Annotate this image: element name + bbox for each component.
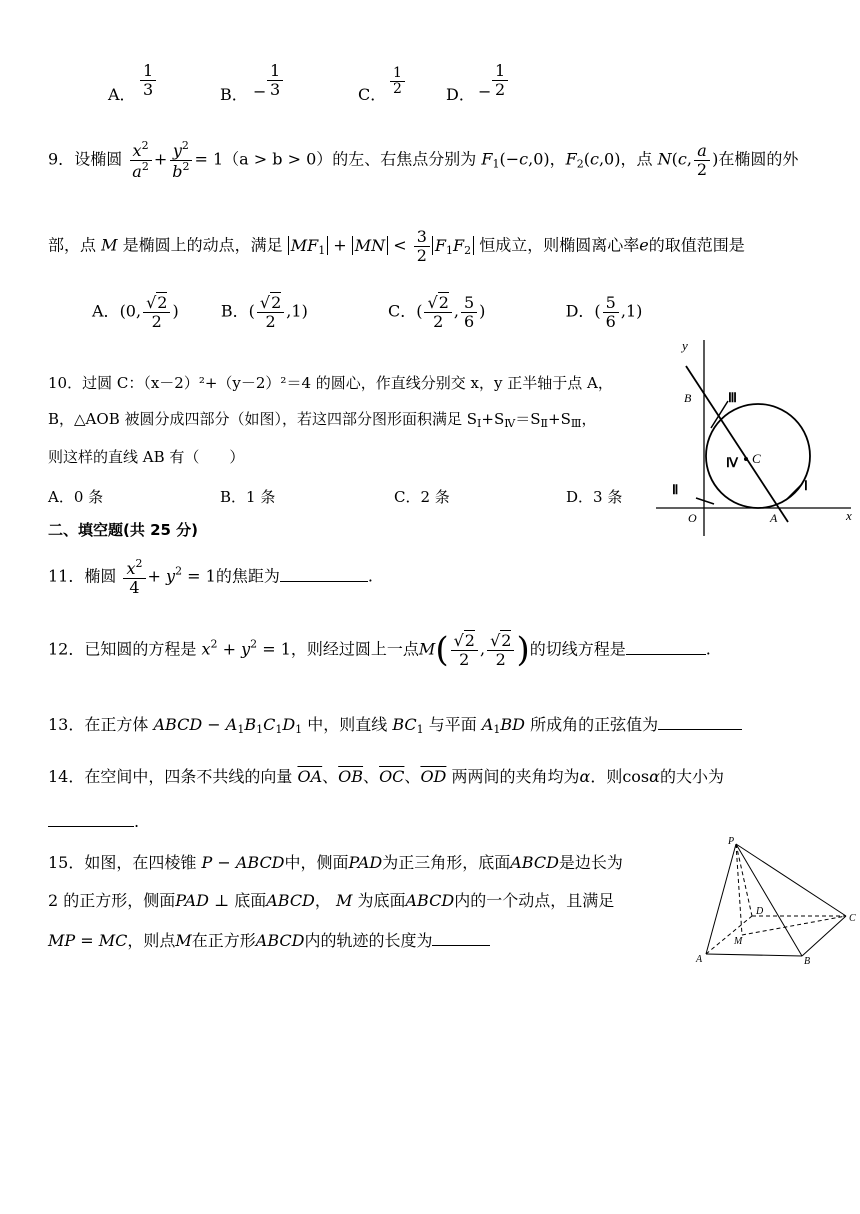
edge-ab [706,954,802,956]
label-c: C [752,451,761,466]
q12-m-x: $\frac{√2}{2}$ [451,632,478,668]
q8-option-a-value: $\frac{1}{3}$ [140,62,156,98]
q9-n-fraction: $\frac{a}{2}$ [694,142,710,178]
q15-number: 15． [48,853,85,872]
q9-three-halves: $\frac{3}{2}$ [414,228,430,264]
q9-text-a: 设椭圆 [74,149,123,169]
label-p: P [728,836,735,847]
q13-answer-blank[interactable] [658,715,742,730]
label-b: B [804,956,811,967]
q9-number: 9． [48,149,75,169]
q15-text-i: 内的一个动点，且满足 [454,891,615,910]
q9-option-c-value-1: $\frac{√2}{2}$ [424,294,451,330]
q10-line-2-b: +S [481,410,505,428]
edge-pm [736,844,742,935]
q8-option-d-label: D． [446,85,475,104]
q10-line-3: 则这样的直线 AB 有（ ） [48,448,245,466]
question-13: 13．在正方体 ABCD − $A_1B_1C_1D_1$ 中，则直线 $BC_1$ 与平面 $A_1BD$ 所成角的正弦值为 [48,712,742,736]
question-14-line-1: 14．在空间中，四条不共线的向量 $\overline{OA}$、$\overline{OB}$、$\overline{OC}$、$\overline{OD}$ 两两间的夹角均为α．则cosα的大小为 [48,767,724,786]
q15-answer-blank[interactable] [432,931,490,946]
q11-end: . [367,566,373,586]
q12-text-c: 的切线方程是 [529,639,626,659]
edge-ad [706,916,752,954]
line-ab [686,366,788,522]
q11-x-term: $\frac{x^2}{4}$ [123,558,145,596]
q9-text-g: 恒成立，则椭圆离心率 [479,235,640,255]
label-m: M [734,936,743,947]
edge-pb [736,844,802,956]
q10-line-2: B，△AOB 被圆分成四部分（如图），若这四部分图形面积满足 $S_Ⅰ+S_Ⅳ=S_Ⅱ+S_Ⅲ$， [48,410,597,430]
q15-text-k: 在正方形 [191,931,256,950]
label-a: A [770,511,778,525]
q9-text-c: ，点 [620,149,653,169]
section-heading: 二、填空题(共 25 分) [48,521,199,539]
marker-ii [696,498,714,504]
q9-option-a-value: $\frac{√2}{2}$ [143,294,170,330]
label-x: x [846,508,852,523]
q9-text-e: 部，点 [48,235,97,255]
q14-end: . [134,812,140,831]
q11-text-b: 的焦距为 [215,566,280,586]
question-14-line-2 [48,812,139,831]
q10-line-2-d: +S [548,410,571,428]
q9-text-h: 的取值范围是 [648,235,745,255]
q12-text-b: ，则经过圆上一点 [290,639,419,659]
label-iii: Ⅲ [728,390,737,405]
label-ii: Ⅱ [672,482,679,497]
q15-text-b: 中，侧面 [284,853,349,872]
edge-pc [736,844,846,916]
q8-option-b-value: $\frac{1}{3}$ [267,62,283,98]
q11-answer-blank[interactable] [280,567,368,582]
question-15-line-1: 15．如图，在四棱锥 P − ABCD中，侧面PAD为正三角形，底面ABCD是边长为 [48,853,623,872]
q15-text-h: 为底面 [357,891,406,910]
label-iv: Ⅳ [726,455,738,470]
q8-option-d-value: $\frac{1}{2}$ [492,62,508,98]
q9-text-f: 是椭圆上的动点，满足 [122,235,283,255]
label-o: O [688,511,697,525]
q12-m-y: $\frac{√2}{2}$ [487,632,514,668]
q14-sep-2: 、 [363,767,380,786]
q15-text-g: ， [314,891,331,910]
q14-sep-1: 、 [322,767,339,786]
q14-text-b: 两两间的夹角均为 [451,767,580,786]
question-12: 12．已知圆的方程是 $x^2 + y^2 = 1$，则经过圆上一点M( $\frac{√2}{2}$ , $\frac{√2}{2}$ )的切线方程是 . [48,630,711,671]
center-point [744,457,748,461]
q10-line-1: 10．过圆 C：（x－2）²+（y－2）²＝4 的圆心，作直线分别交 x，y 正半轴于点 A， [48,374,613,392]
question-9-line-2: 部，点 M 是椭圆上的动点，满足 $MF_1$ + MN < $\frac{3}{2}$ $F_1F_2$ 恒成立，则椭圆离心率e的取值范围是 [48,227,745,265]
label-i: Ⅰ [804,478,808,493]
q11-number: 11． [48,566,85,586]
marker-i [786,484,802,500]
q10-option-d: D．3 条 [566,488,623,506]
q15-text-l: 内的轨迹的长度为 [304,931,433,950]
q9-text-d: 在椭圆的外 [718,149,799,169]
q15-text-f: 底面 [234,891,267,910]
label-a: A [696,954,703,965]
q13-number: 13． [48,715,85,734]
q14-text-c: ．则 [590,767,623,786]
label-b: B [684,391,692,405]
q8-option-c-value: $\frac{1}{2}$ [390,66,405,98]
q10-line-2-a: B，△AOB 被圆分成四部分（如图），若这四部分图形面积满足 S [48,410,478,428]
q10-circle-figure [656,336,856,540]
q10-line-2-c: ＝S [515,410,541,428]
q10-option-b: B．1 条 [220,488,276,506]
q8-option-b-label: B． [220,85,248,104]
q15-text-j: ，则点 [127,931,176,950]
q10-line-2-e: ， [581,410,597,428]
q9-option-d-label: D． [565,301,595,321]
q15-pyramid-figure [694,832,858,968]
q8-option-a-label: A． [108,85,136,104]
q9-ellipse-x-term: $\frac{x^2}{a^2}$ [129,140,152,180]
q14-text-d: 的大小为 [659,767,724,786]
q8-option-c-label: C． [358,85,387,104]
question-15-line-3: MP = MC，则点M在正方形ABCD内的轨迹的长度为 [48,928,490,951]
label-y: y [682,338,688,353]
q15-text-d: 是边长为 [558,853,623,872]
q14-sep-3: 、 [404,767,421,786]
question-9-line-1: 9．设椭圆 $\frac{x^2}{a^2}$ + $\frac{y^2}{b^2}$ = 1（a > b > 0）的左、右焦点分别为 $F_1(-c,0)$，$F_2(c,0)$，点 N(c, $\frac{a}{2}$ )在椭圆的外 [48,139,799,181]
q14-answer-blank[interactable] [48,812,134,827]
label-d: D [756,906,764,917]
q15-text-c: 为正三角形，底面 [382,853,511,872]
q12-number: 12． [48,639,85,659]
q9-option-d-value: $\frac{5}{6}$ [603,294,619,330]
q9-option-b-label: B． [220,301,249,321]
edge-pa [706,844,736,954]
q12-answer-blank[interactable] [626,640,706,655]
q9-option-b-value: $\frac{√2}{2}$ [257,294,284,330]
q14-text-a: 在空间中，四条不共线的向量 [84,767,293,786]
q8-option-b-sign: − [253,82,267,101]
q9-option-c-label: C． [387,301,417,321]
q15-text-a: 如图，在四棱锥 [84,853,197,872]
q10-option-c: C．2 条 [394,488,450,506]
q10-option-a: A．0 条 [48,488,104,506]
q9-option-c-value-2: $\frac{5}{6}$ [461,294,477,330]
q13-text-b: 中，则直线 [307,715,388,734]
q11-text-a: 椭圆 [84,566,117,586]
q14-number: 14． [48,767,85,786]
q15-text-e: 2 的正方形，侧面 [48,891,176,910]
edge-bc [802,916,846,956]
question-9-options: A．(0, $\frac{√2}{2}$ ) B．( $\frac{√2}{2}$ ,1) C．( $\frac{√2}{2}$ , $\frac{5}{6}$ ) D．( $\frac{5}{6}$ ,1) [92,293,643,331]
q8-option-d-sign: − [478,82,492,101]
edge-mc [742,916,846,935]
q9-ellipse-y-term: $\frac{y^2}{b^2}$ [169,140,192,180]
q13-text-d: 所成角的正弦值为 [530,715,659,734]
question-11: 11．椭圆 $\frac{x^2}{4}$ + $y^2 = 1$的焦距为 . [48,557,373,597]
q9-option-a-label: A． [92,301,120,321]
label-c: C [849,913,856,924]
question-15-line-2: 2 的正方形，侧面PAD ⊥ 底面ABCD， M 为底面ABCD内的一个动点，且满足 [48,891,615,910]
q13-text-a: 在正方体 [84,715,149,734]
q13-text-c: 与平面 [428,715,477,734]
q9-text-b: （a > b > 0）的左、右焦点分别为 [223,149,477,169]
q12-text-a: 已知圆的方程是 [84,639,197,659]
q12-end: . [705,639,711,659]
